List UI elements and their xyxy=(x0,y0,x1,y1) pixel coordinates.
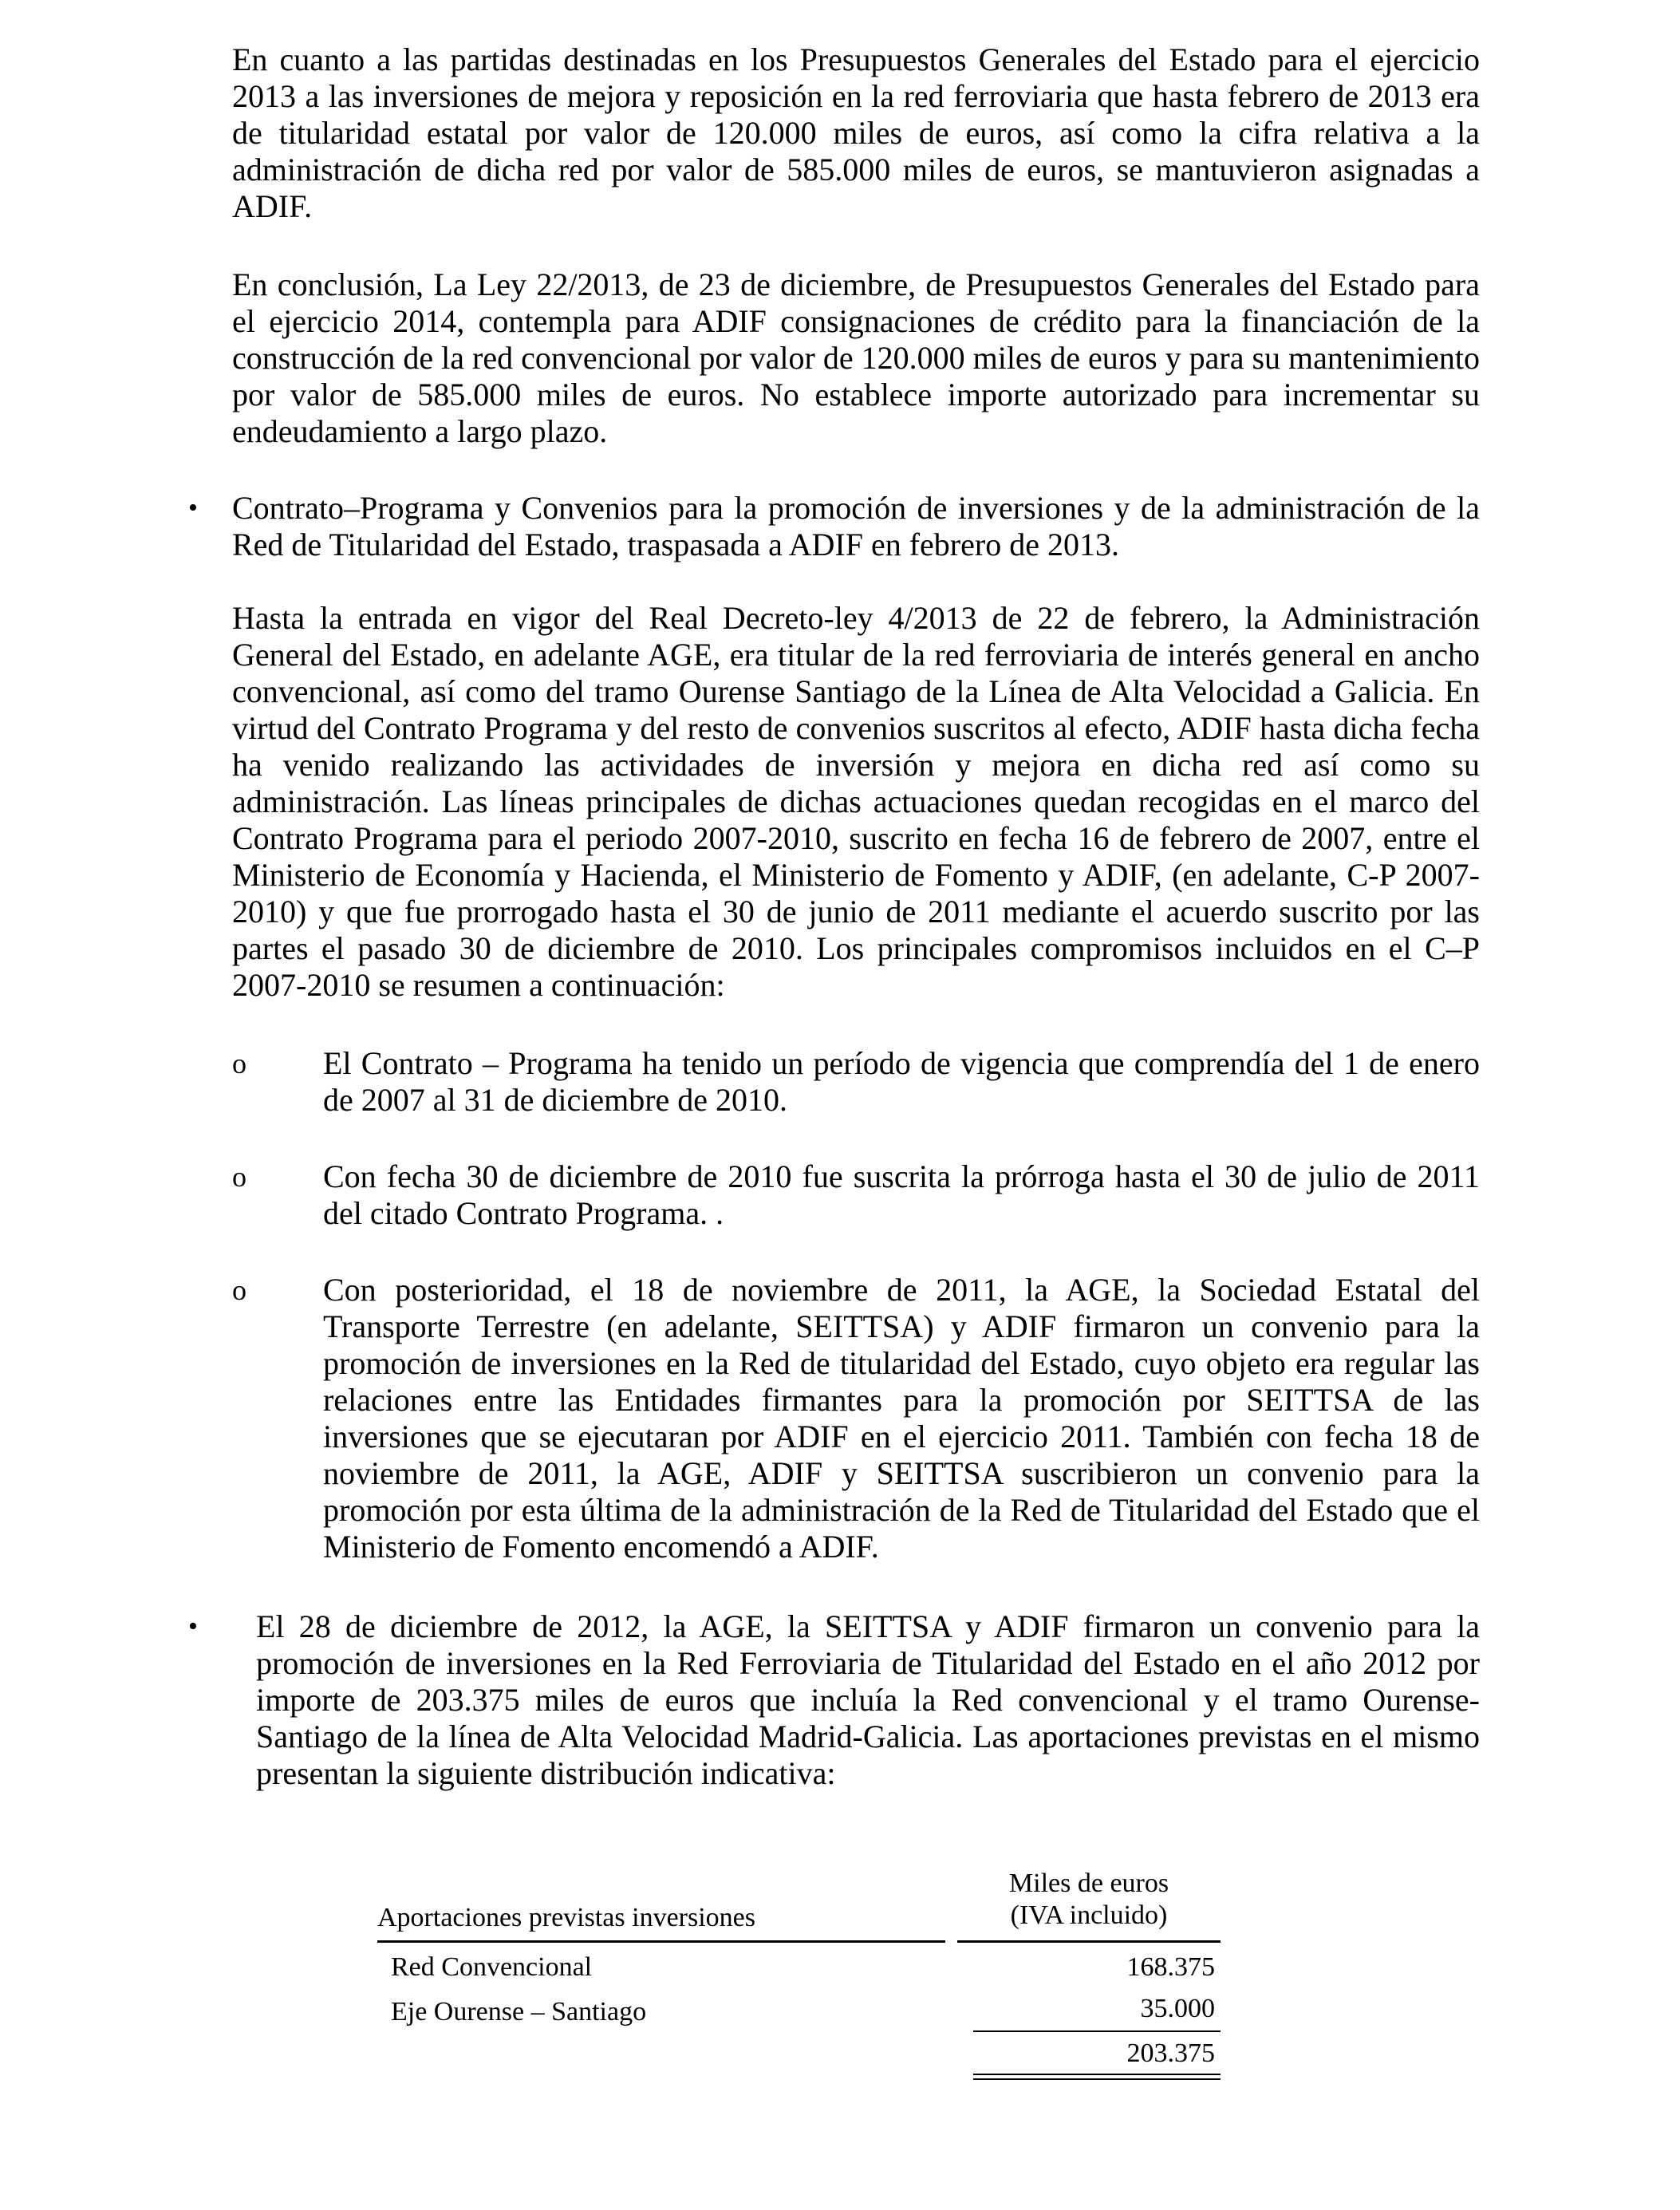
sub-bullet-marker: o xyxy=(232,1274,246,1306)
subtotal-rule xyxy=(973,2030,1221,2032)
table-total-value: 203.375 xyxy=(1126,2038,1215,2068)
total-double-rule-top xyxy=(973,2074,1221,2075)
sub-bullet-marker: o xyxy=(232,1161,246,1193)
bullet-contrato-programa: Contrato–Programa y Convenios para la promoción de inversiones y de la administración de la Red de Titularidad del Estado, traspasada a ADIF en febrero de 2013. xyxy=(232,490,1480,562)
sub-bullet-marker: o xyxy=(232,1048,246,1079)
header-rule-right xyxy=(957,1940,1221,1943)
sub-item-vigencia: El Contrato – Programa ha tenido un período de vigencia que comprendía del 1 de enero de 2007 al 31 de diciembre de 2010. xyxy=(323,1045,1480,1118)
bullet-marker: • xyxy=(188,1612,198,1641)
header-units-line2: (IVA incluido) xyxy=(1010,1900,1168,1930)
table-row-label: Red Convencional xyxy=(391,1952,593,1982)
header-rule-left xyxy=(377,1940,945,1943)
table-row-label: Eje Ourense – Santiago xyxy=(391,1997,647,2026)
paragraph-conclusion-2014: En conclusión, La Ley 22/2013, de 23 de diciembre, de Presupuestos Generales del Estado para el ejercicio 2014, contempla para ADIF consignaciones de crédito para la financiación de la construcción de la red convencional por valor de 120.000 miles de euros y para su mantenimiento por valor de 585.000 miles de euros. No establece importe autorizado para incrementar su endeudamiento a largo plazo. xyxy=(232,266,1480,449)
table-header-units xyxy=(957,1868,1221,1932)
bullet-convenio-2012: El 28 de diciembre de 2012, la AGE, la SEITTSA y ADIF firmaron un convenio para la promoción de inversiones en la Red Ferroviaria de Titularidad del Estado en el año 2012 por importe de 203.375 miles de euros que incluía la Red convencional y el tramo Ourense-Santiago de la línea de Alta Velocidad Madrid-Galicia. Las aportaciones previstas en el mismo presentan la siguiente distribución indicativa: xyxy=(256,1608,1480,1791)
total-double-rule-bottom xyxy=(973,2078,1221,2080)
sub-item-convenio-2011: Con posterioridad, el 18 de noviembre de 2011, la AGE, la Sociedad Estatal del Transporte Terrestre (en adelante, SEITTSA) y ADIF firmaron un convenio para la promoción de inversiones en la Red de titularidad del Estado, cuyo objeto era regular las relaciones entre las Entidades firmantes para la promoción por SEITTSA de las inversiones que se ejecutaran por ADIF en el ejercicio 2011. También con fecha 18 de noviembre de 2011, la AGE, ADIF y SEITTSA suscribieron un convenio para la promoción por esta última de la administración de la Red de Titularidad del Estado que el Ministerio de Fomento encomendó a ADIF. xyxy=(323,1272,1480,1565)
table-row-value: 35.000 xyxy=(1140,1994,1215,2023)
header-units-line1: Miles de euros xyxy=(1008,1869,1169,1898)
bullet-marker: • xyxy=(188,493,198,523)
paragraph-budget-2013: En cuanto a las partidas destinadas en los Presupuestos Generales del Estado para el ejercicio 2013 a las inversiones de mejora y reposición en la red ferroviaria que hasta febrero de 2013 era de titularidad estatal por valor de 120.000 miles de euros, así como la cifra relativa a la administración de dicha red por valor de 585.000 miles de euros, se mantuvieron asignadas a ADIF. xyxy=(232,41,1480,224)
sub-item-prorroga: Con fecha 30 de diciembre de 2010 fue suscrita la prórroga hasta el 30 de julio de 2011 del citado Contrato Programa. . xyxy=(323,1158,1480,1231)
paragraph-hasta-la-entrada: Hasta la entrada en vigor del Real Decreto-ley 4/2013 de 22 de febrero, la Administración General del Estado, en adelante AGE, era titular de la red ferroviaria de interés general en ancho convencional, así como del tramo Ourense Santiago de la Línea de Alta Velocidad a Galicia. En virtud del Contrato Programa y del resto de convenios suscritos al efecto, ADIF hasta dicha fecha ha venido realizando las actividades de inversión y mejora en dicha red así como su administración. Las líneas principales de dichas actuaciones quedan recogidas en el marco del Contrato Programa para el periodo 2007-2010, suscrito en fecha 16 de febrero de 2007, entre el Ministerio de Economía y Hacienda, el Ministerio de Fomento y ADIF, (en adelante, C-P 2007-2010) y que fue prorrogado hasta el 30 de junio de 2011 mediante el acuerdo suscrito por las partes el pasado 30 de diciembre de 2010. Los principales compromisos incluidos en el C–P 2007-2010 se resumen a continuación: xyxy=(232,600,1480,1003)
table-header-label: Aportaciones previstas inversiones xyxy=(377,1903,755,1932)
table-row-value: 168.375 xyxy=(1126,1952,1215,1982)
